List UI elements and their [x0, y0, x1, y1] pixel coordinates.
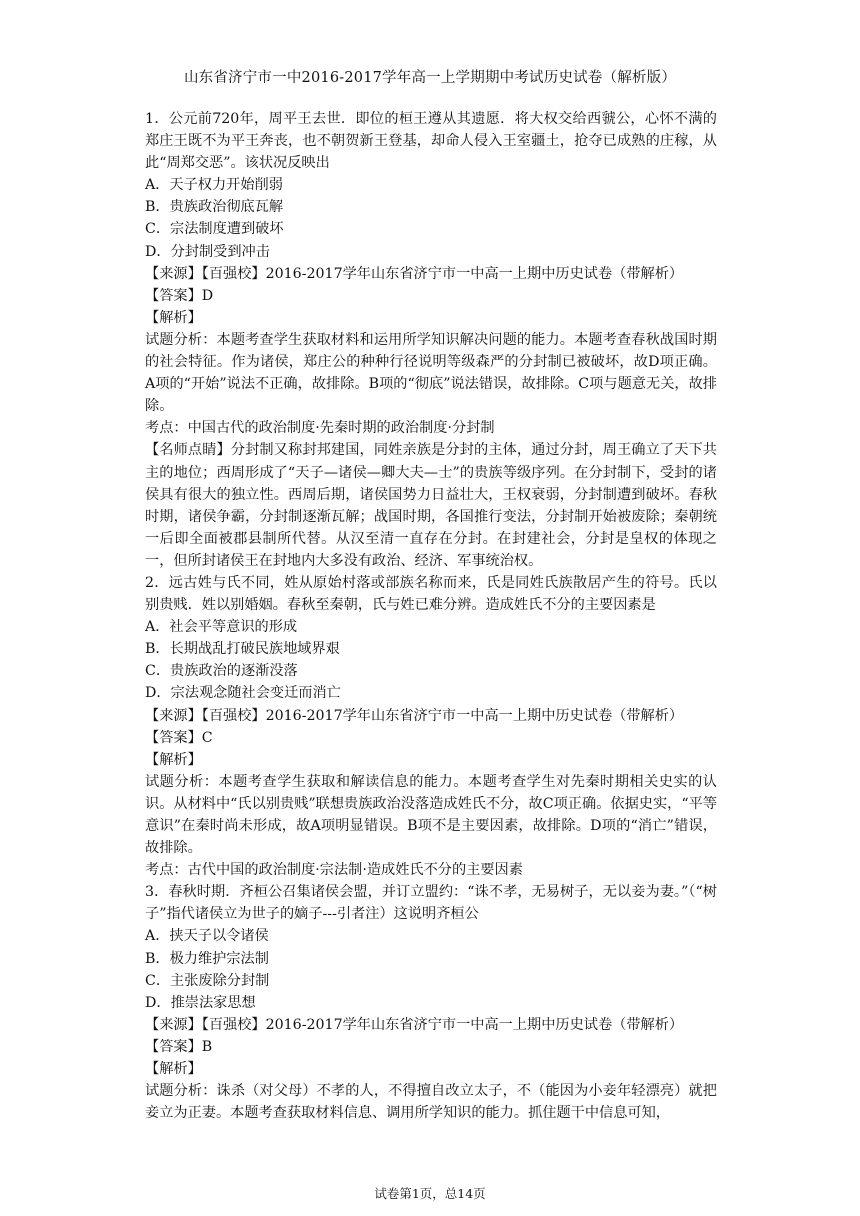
- question-2-topic: 考点：古代中国的政治制度·宗法制·造成姓氏不分的主要因素: [145, 862, 523, 879]
- question-1-option-a: A．天子权力开始削弱: [145, 177, 283, 194]
- question-1-teacher-note: 【名师点睛】分封制又称封邦建国，同姓亲族是分封的主体，通过分封，周王确立了天下共主的地位；西周形成了“天子—诸侯—卿大夫—士”的贵族等级序列。在分封制下，受封的诸侯具有很大的独立性。西周后期，诸侯国势力日益壮大，王权衰弱，分封制遭到破坏。春秋时期，诸侯争霸，分封制逐渐瓦解；战国时期，各国推行变法，分封制开始被废除；秦朝统一后即全面被郡县制所代替。从汉至清一直存在分封。在封建社会，分封是皇权的体现之一，但所封诸侯王在封地内大多没有政治、经济、军事统治权。: [145, 442, 717, 569]
- question-2-option-d: D．宗法观念随社会变迁而消亡: [145, 685, 341, 702]
- question-2-stem: 2．远古姓与氏不同，姓从原始村落或部族名称而来，氏是同姓氏族散居产生的符号。氏以别贵贱．姓以别婚姻。春秋至秦朝，氏与姓已难分辨。造成姓氏不分的主要因素是: [145, 574, 717, 614]
- question-3-option-d: D．推崇法家思想: [145, 994, 256, 1011]
- question-2-option-b: B．长期战乱打破民族地域界艰: [145, 641, 340, 658]
- question-1-option-b: B．贵族政治彻底瓦解: [145, 199, 284, 216]
- question-1-topic: 考点：中国古代的政治制度·先秦时期的政治制度·分封制: [145, 420, 495, 437]
- question-3-analysis: 试题分析：诛杀（对父母）不孝的人，不得擅自改立太子，不（能因为小妾年轻漂亮）就把妾立为正妻。本题考查获取材料信息、调用所学知识的能力。抓住题干中信息可知，: [145, 1083, 717, 1122]
- question-2-option-c: C．贵族政治的逐渐没落: [145, 663, 298, 680]
- question-1-stem: 1．公元前720年，周平王去世．即位的桓王遵从其遗愿．将大权交给西虢公，心怀不满的郑庄王既不为平王奔丧，也不朝贺新王登基，却命人侵入王室疆土，抢夺已成熟的庄稼，从此“周郑交恶”。该状况反映出: [145, 111, 717, 172]
- question-2-analysis-heading: 【解析】: [145, 751, 202, 768]
- page-footer: 试卷第1页，总14页: [374, 1186, 486, 1201]
- question-1-analysis: 试题分析：本题考查学生获取材料和运用所学知识解决问题的能力。本题考查春秋战国时期的社会特征。作为诸侯，郑庄公的种种行径说明等级森严的分封制已被破坏，故D项正确。A项的“开始”说法不正确，故排除。B项的“彻底”说法错误，故排除。C项与题意无关，故排除。: [145, 331, 717, 415]
- question-3-source: 【来源】【百强校】2016-2017学年山东省济宁市一中高一上期中历史试卷（带解析）: [145, 1016, 684, 1033]
- question-2-answer: 【答案】C: [145, 729, 213, 746]
- question-1-answer: 【答案】D: [145, 287, 214, 304]
- question-2-option-a: A．社会平等意识的形成: [145, 619, 298, 636]
- question-1-option-d: D．分封制受到冲击: [145, 243, 270, 260]
- question-2-analysis: 试题分析：本题考查学生获取和解读信息的能力。本题考查学生对先秦时期相关史实的认识。从材料中“氏以别贵贱”联想贵族政治没落造成姓氏不分，故C项正确。依据史实，“平等意识”在秦时尚未形成，故A项明显错误。B项不是主要因素，故排除。D项的“消亡”错误，故排除。: [145, 773, 717, 857]
- question-2-source: 【来源】【百强校】2016-2017学年山东省济宁市一中高一上期中历史试卷（带解析）: [145, 707, 684, 724]
- question-3-answer: 【答案】B: [145, 1038, 213, 1055]
- document-body: [145, 108, 717, 1124]
- question-1-source: 【来源】【百强校】2016-2017学年山东省济宁市一中高一上期中历史试卷（带解析）: [145, 265, 684, 282]
- question-3-option-c: C．主张废除分封制: [145, 972, 270, 989]
- question-3-option-a: A．挟天子以令诸侯: [145, 928, 269, 945]
- question-1-analysis-heading: 【解析】: [145, 309, 202, 326]
- question-1-option-c: C．宗法制度遭到破坏: [145, 221, 284, 238]
- question-3-analysis-heading: 【解析】: [145, 1061, 202, 1078]
- page-title: 山东省济宁市一中2016-2017学年高一上学期期中考试历史试卷（解析版）: [183, 70, 677, 86]
- question-3-option-b: B．极力维护宗法制: [145, 950, 269, 967]
- question-3-stem: 3．春秋时期．齐桓公召集诸侯会盟，并订立盟约：“诛不孝，无易树子，无以妾为妻。”（“树子”指代诸侯立为世子的嫡子---引者注）这说明齐桓公: [145, 884, 717, 923]
